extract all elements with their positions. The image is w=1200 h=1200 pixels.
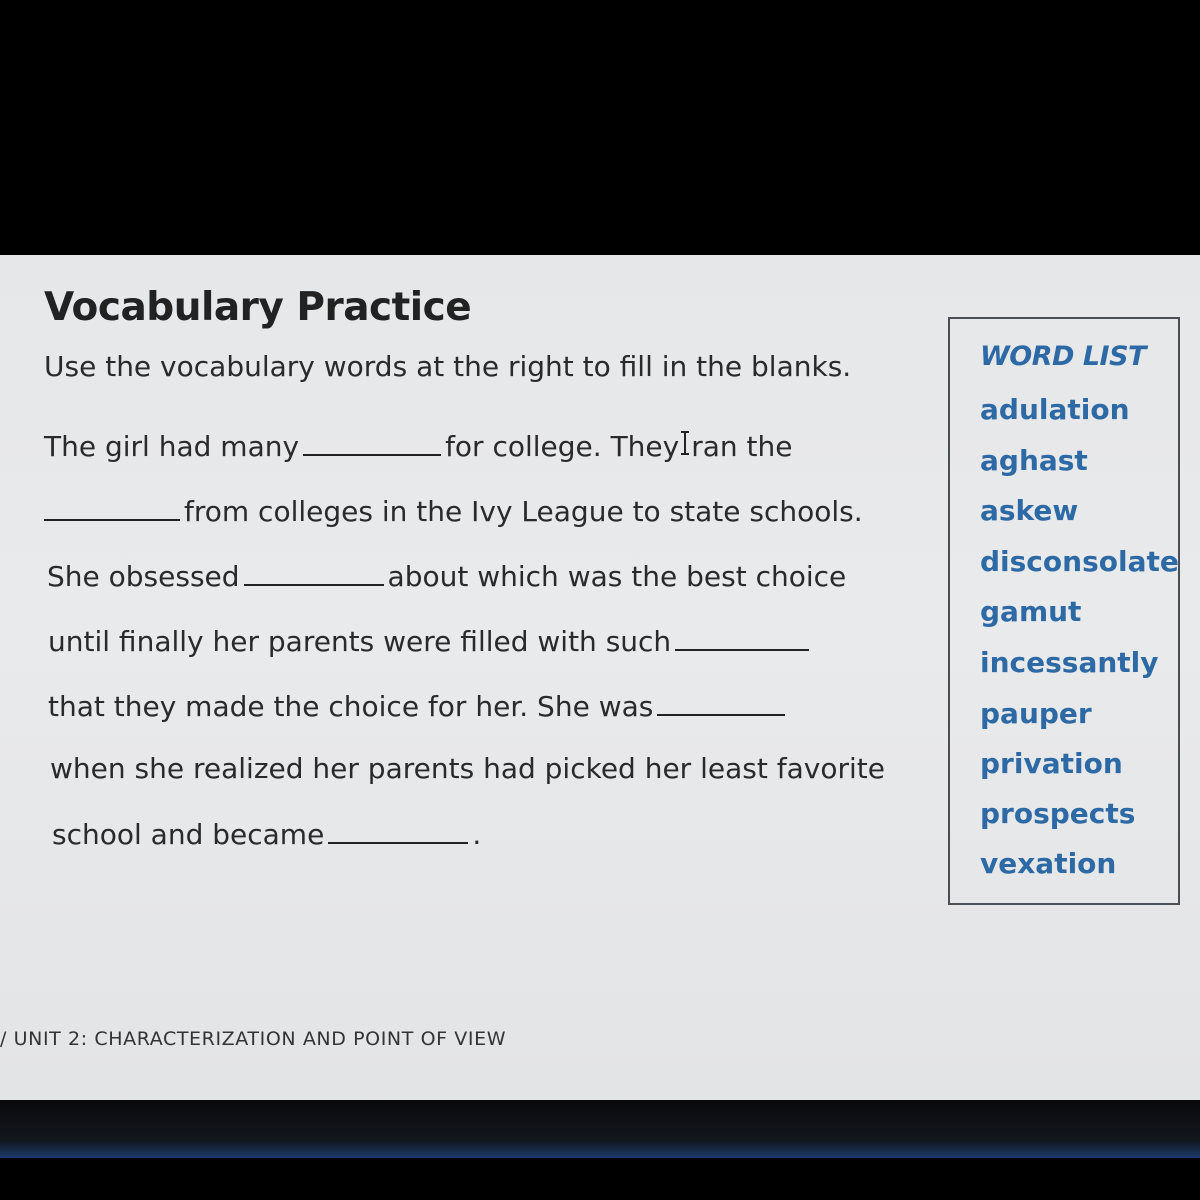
word-list-item: aghast (980, 444, 1088, 477)
passage-text: She obsessed (47, 560, 240, 593)
passage-text: until finally her parents were filled with such (48, 625, 672, 658)
passage-text: about which was the best choice (387, 560, 847, 593)
word-list-item: vexation (980, 847, 1117, 880)
word-list-box (948, 317, 1180, 905)
passage-text: for college. They (445, 430, 680, 463)
passage-text: from colleges in the Ivy League to state schools. (184, 495, 863, 528)
page-footer: / UNIT 2: CHARACTERIZATION AND POINT OF VIEW (0, 1028, 507, 1050)
passage-line-4 (48, 625, 813, 658)
instructions-text: Use the vocabulary words at the right to fill in the blanks. (44, 350, 852, 383)
answer-blank-6[interactable] (328, 841, 468, 844)
word-list-item: prospects (980, 797, 1136, 830)
word-list-item: adulation (980, 393, 1130, 426)
answer-blank-5[interactable] (657, 713, 785, 716)
word-list-item: gamut (980, 595, 1082, 628)
passage-line-2 (44, 495, 863, 528)
passage-line-5 (48, 690, 789, 723)
passage-line-7 (52, 818, 481, 851)
word-list-title: WORD LIST (980, 341, 1146, 372)
passage-text: ran the (691, 430, 793, 463)
word-list-item: incessantly (980, 646, 1159, 679)
passage-text: when she realized her parents had picked her least favorite (50, 752, 885, 785)
passage-text: that they made the choice for her. She was (48, 690, 654, 723)
passage-text: The girl had many (44, 430, 300, 463)
answer-blank-2[interactable] (44, 518, 180, 521)
word-list-item: pauper (980, 697, 1092, 730)
word-list-item: askew (980, 494, 1079, 527)
passage-line-1 (44, 430, 793, 463)
passage-line-6 (50, 752, 885, 785)
worksheet-page (0, 255, 1200, 1100)
screen-bezel (0, 1100, 1200, 1158)
answer-blank-3[interactable] (244, 583, 384, 586)
answer-blank-1[interactable] (303, 453, 441, 456)
passage-text: school and became (52, 818, 325, 851)
word-list-item: disconsolate (980, 545, 1179, 578)
i-beam-cursor-icon (680, 430, 690, 456)
page-title: Vocabulary Practice (44, 285, 472, 330)
passage-line-3 (47, 560, 846, 593)
passage-text: . (472, 818, 482, 851)
word-list-item: privation (980, 747, 1123, 780)
answer-blank-4[interactable] (675, 648, 809, 651)
